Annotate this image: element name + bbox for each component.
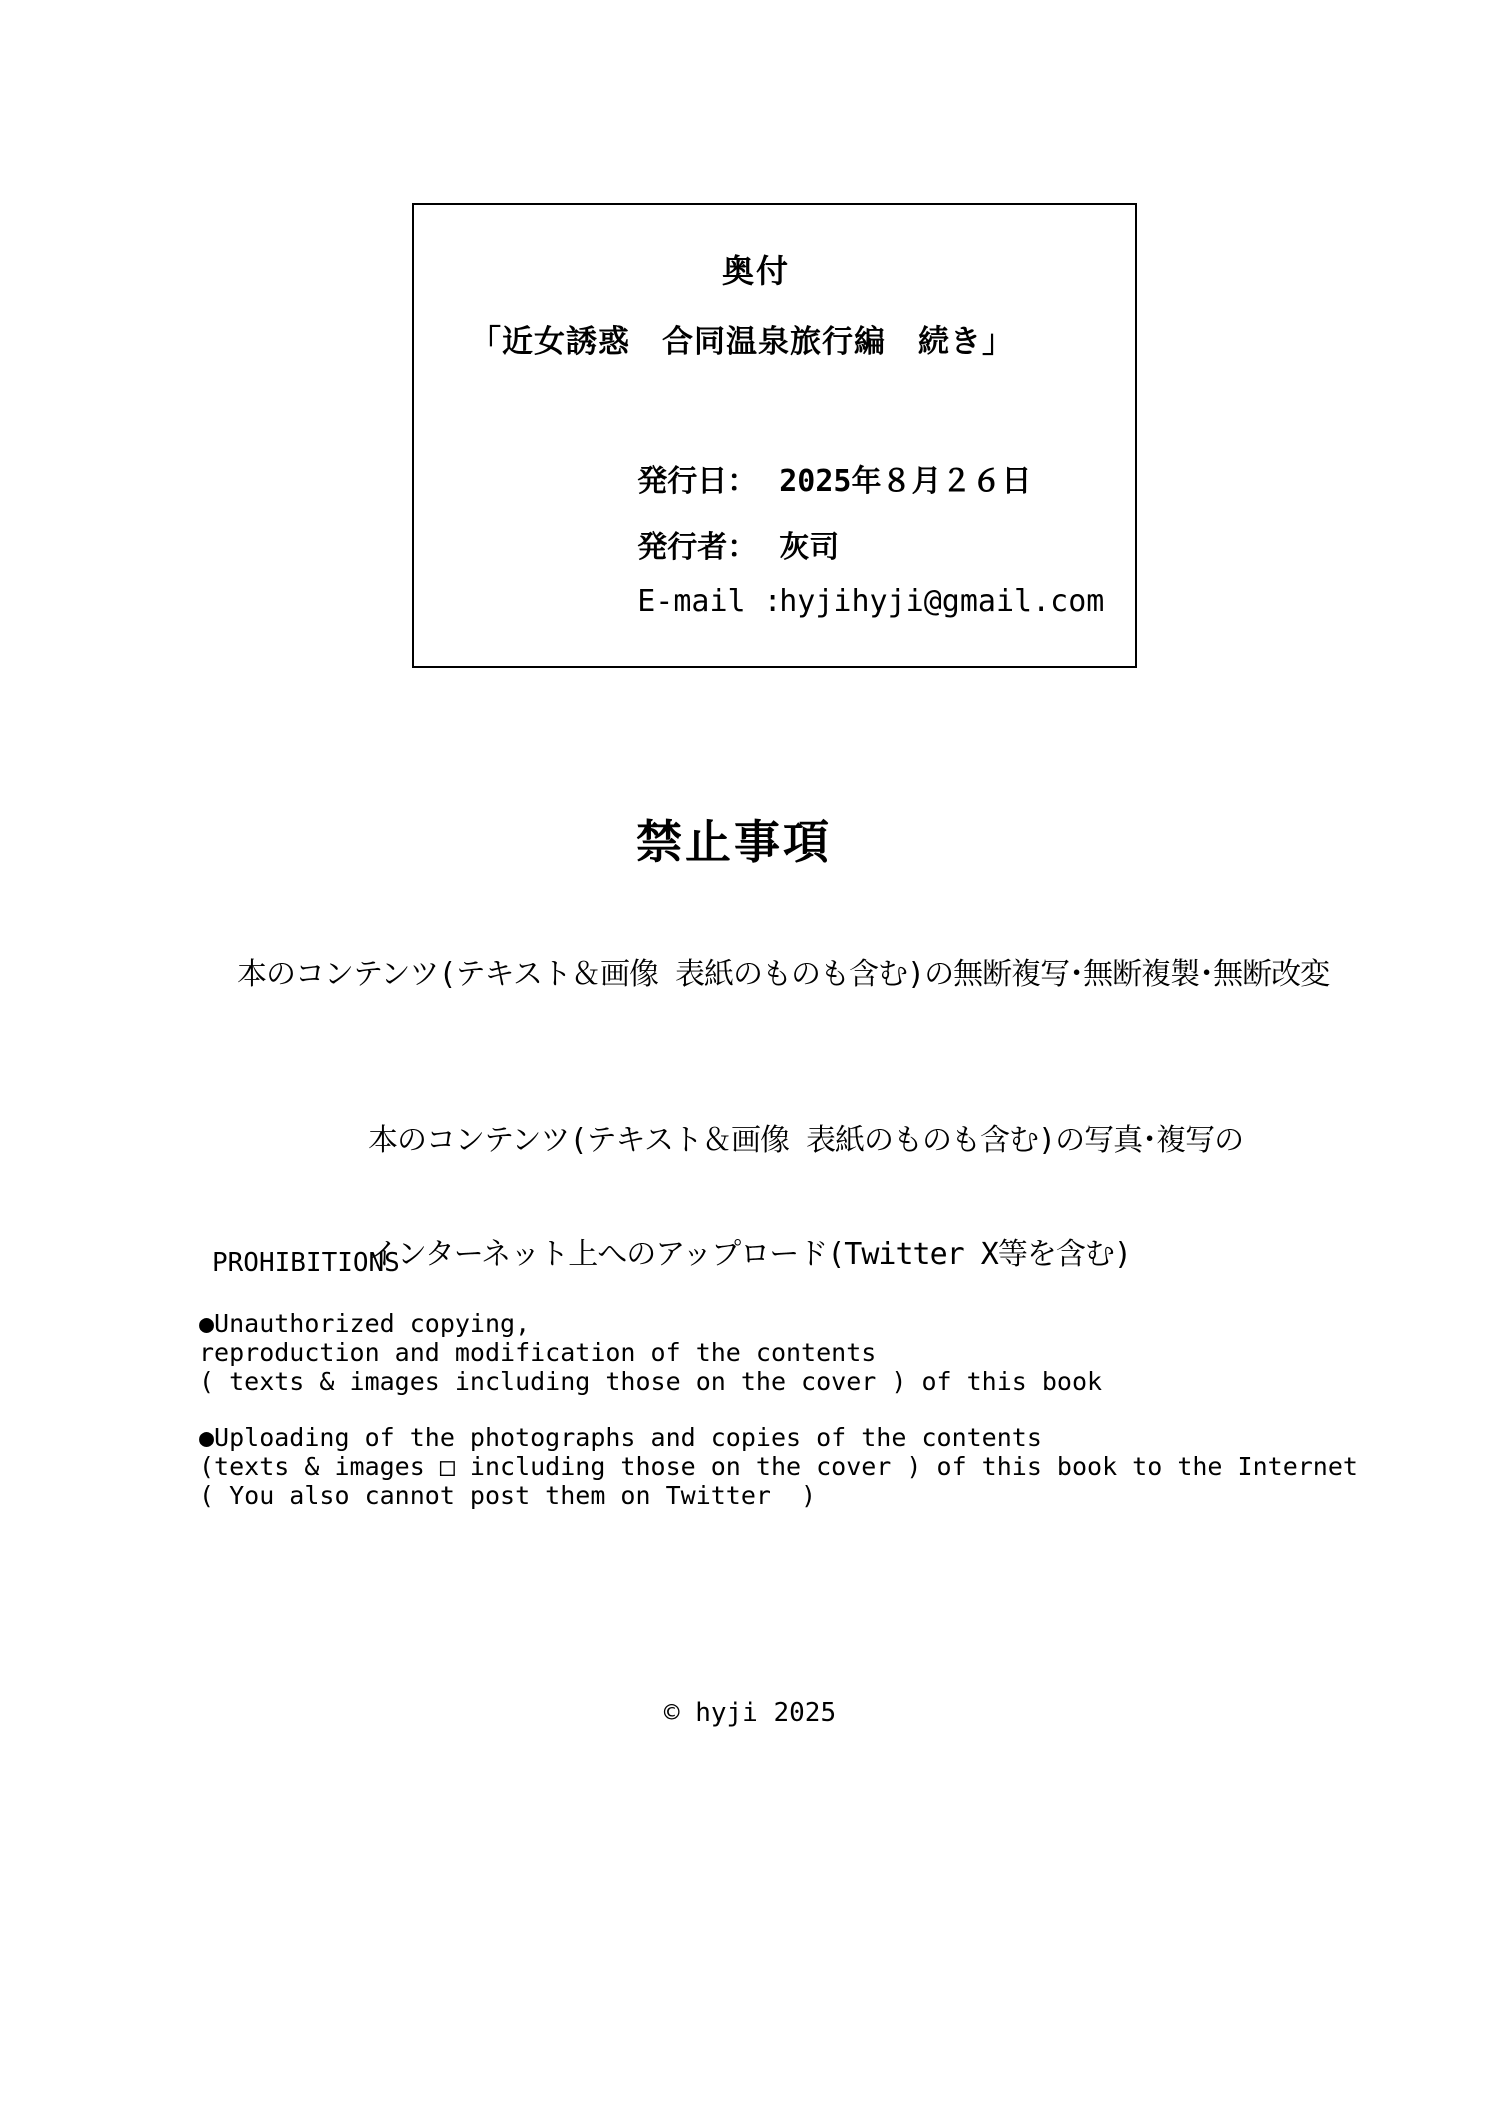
prohibition-en-item-1-line-1: ●Unauthorized copying, bbox=[199, 1309, 531, 1338]
prohibition-en-item-1 bbox=[199, 1309, 1102, 1396]
colophon-heading: 奥付 bbox=[722, 252, 791, 290]
publisher-label: 発行者： bbox=[637, 530, 758, 565]
email-row bbox=[565, 549, 1104, 654]
publisher-value: 灰司 bbox=[779, 530, 840, 565]
prohibitions-jp-heading: 禁止事項 bbox=[636, 815, 832, 869]
prohibition-en-item-2-line-3: ( You also cannot post them on Twitter ) bbox=[199, 1481, 817, 1510]
prohibition-en-item-1-line-3: ( texts & images including those on the cover ) of this book bbox=[199, 1367, 1103, 1396]
prohibition-jp-item-2-line-2: インターネット上へのアップロード(Twitter X等を含む) bbox=[368, 1237, 1131, 1272]
publish-date-value: 2025年８月２６日 bbox=[779, 464, 1032, 499]
publish-date-label: 発行日： bbox=[637, 464, 758, 499]
copyright-line: © hyji 2025 bbox=[663, 1698, 837, 1728]
prohibitions-en-heading: PROHIBITIONS bbox=[212, 1248, 400, 1278]
email-value: hyjihyji@gmail.com bbox=[779, 584, 1105, 619]
prohibition-en-item-2 bbox=[199, 1423, 1358, 1510]
prohibition-jp-item-1: 本のコンテンツ(テキスト＆画像 表紙のものも含む)の無断複写･無断複製･無断改変 bbox=[237, 957, 1330, 992]
prohibition-en-item-2-line-2: (texts & images □ including those on the cover ) of this book to the Internet bbox=[199, 1452, 1358, 1481]
prohibition-jp-item-2 bbox=[368, 1046, 1243, 1350]
prohibition-en-item-2-line-1: ●Uploading of the photographs and copies of the contents bbox=[199, 1423, 1042, 1452]
email-label: E-mail : bbox=[637, 584, 782, 619]
prohibition-en-item-1-line-2: reproduction and modification of the contents bbox=[199, 1338, 877, 1367]
book-title: 「近女誘惑 合同温泉旅行編 続き」 bbox=[470, 324, 1014, 360]
prohibition-jp-item-2-line-1: 本のコンテンツ(テキスト＆画像 表紙のものも含む)の写真･複写の bbox=[368, 1123, 1244, 1158]
